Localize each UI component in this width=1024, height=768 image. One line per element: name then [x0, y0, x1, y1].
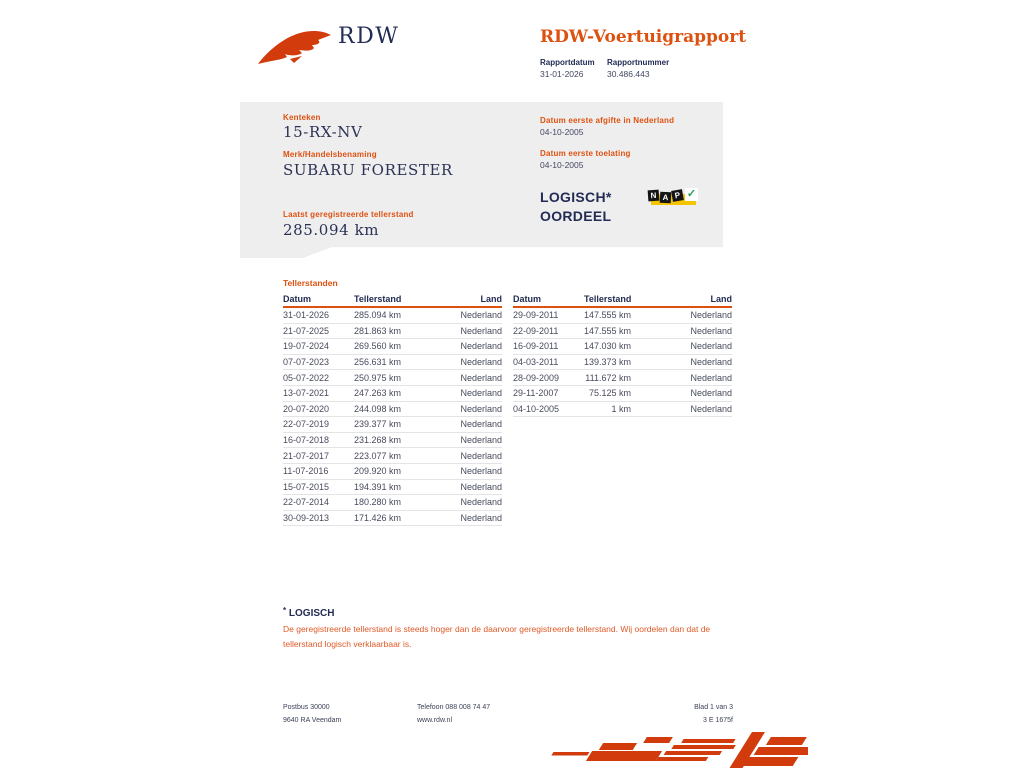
footer-contact: [417, 701, 490, 727]
table-cell: 147.555 km: [583, 325, 631, 336]
table-cell: Nederland: [460, 310, 502, 321]
table-cell: Nederland: [460, 481, 502, 492]
table-cell: 269.560 km: [353, 341, 401, 352]
table-cell: 75.125 km: [588, 388, 631, 399]
table-cell: Nederland: [690, 310, 732, 321]
report-number-label: Rapportnummer: [607, 58, 670, 67]
table-cell: 31-01-2026: [283, 310, 330, 321]
rdw-wordmark: RDW: [338, 24, 400, 49]
header-land: Land: [710, 294, 732, 304]
header-datum: Datum: [283, 294, 312, 304]
table-cell: Nederland: [460, 466, 502, 477]
table-cell: Nederland: [460, 513, 502, 524]
table-cell: 29-09-2011: [513, 310, 559, 321]
table-row: [283, 495, 502, 511]
table-row: [283, 417, 502, 433]
table-cell: Nederland: [460, 450, 502, 461]
table-cell: 21-07-2025: [283, 325, 330, 336]
table-cell: 111.672 km: [585, 372, 631, 383]
table-row: [513, 324, 732, 340]
oordeel-text: [540, 188, 612, 226]
table-cell: 07-07-2023: [283, 357, 330, 368]
table-cell: 285.094 km: [353, 310, 401, 321]
nap-letter-n: N: [648, 190, 660, 202]
table-cell: 281.863 km: [353, 325, 401, 336]
table-cell: Nederland: [460, 419, 502, 430]
table-cell: 29-11-2007: [513, 388, 559, 399]
table-cell: 239.377 km: [353, 419, 401, 430]
table-row: [513, 370, 732, 386]
table-row: [513, 402, 732, 418]
report-number-value: 30.486.443: [607, 69, 650, 79]
table-cell: 231.268 km: [353, 435, 401, 446]
header-tellerstand: Tellerstand: [584, 294, 632, 304]
table-cell: Nederland: [690, 372, 732, 383]
merk-label: Merk/Handelsbenaming: [283, 150, 377, 159]
table-row: [283, 355, 502, 371]
eerste-afgifte-label: Datum eerste afgifte in Nederland: [540, 116, 675, 125]
table-cell: Nederland: [690, 388, 732, 399]
report-date-value: 31-01-2026: [540, 69, 584, 79]
table-cell: 04-03-2011: [513, 357, 559, 368]
table-cell: 04-10-2005: [513, 403, 560, 414]
table-cell: Nederland: [690, 341, 732, 352]
table-row: [283, 324, 502, 340]
rdw-feather-logo: [256, 26, 334, 68]
table-cell: 16-09-2011: [513, 341, 559, 352]
table-row: [283, 370, 502, 386]
table-cell: 1 km: [611, 403, 631, 414]
header-land: Land: [480, 294, 502, 304]
footer-page-info: [633, 701, 733, 727]
rdw-footer-graphic: [538, 732, 808, 768]
table-cell: 247.263 km: [353, 388, 401, 399]
eerste-toelating-label: Datum eerste toelating: [540, 149, 631, 158]
rdw-feather-icon: [256, 26, 334, 68]
table-cell: 139.373 km: [583, 357, 631, 368]
table-row: [513, 339, 732, 355]
table-cell: Nederland: [460, 497, 502, 508]
laatste-tellerstand-label: Laatst geregistreerde tellerstand: [283, 210, 414, 219]
table-cell: Nederland: [460, 357, 502, 368]
table-cell: 22-09-2011: [513, 325, 559, 336]
oordeel-line1: LOGISCH*: [540, 189, 612, 205]
table-cell: 250.975 km: [353, 372, 401, 383]
table-row: [283, 480, 502, 496]
footer-page-indicator: Blad 1 van 3: [694, 704, 733, 711]
table-row: [513, 386, 732, 402]
table-cell: Nederland: [460, 325, 502, 336]
table-cell: 147.555 km: [583, 310, 631, 321]
table-cell: 256.631 km: [353, 357, 401, 368]
table-header-row: [283, 291, 502, 308]
table-header-row: [513, 291, 732, 308]
table-cell: Nederland: [690, 325, 732, 336]
eerste-afgifte-value: 04-10-2005: [540, 127, 584, 137]
table-cell: 11-07-2016: [283, 466, 329, 477]
table-cell: 13-07-2021: [283, 388, 330, 399]
kenteken-value: 15-RX-NV: [283, 123, 363, 141]
footer-address-line2: 9640 RA Veendam: [283, 717, 342, 724]
laatste-tellerstand-value: 285.094 km: [283, 221, 380, 239]
table-row: [283, 511, 502, 527]
tellerstanden-table-right: [513, 291, 732, 417]
footer-form-code: 3 E 1675f: [703, 717, 733, 724]
table-row: [283, 433, 502, 449]
nap-logo: [648, 187, 700, 207]
document-title: RDW-Voertuigrapport: [540, 27, 747, 47]
table-row: [283, 308, 502, 324]
nap-letter-p: P: [671, 189, 684, 202]
table-body: [513, 308, 732, 417]
table-cell: 147.030 km: [583, 341, 631, 352]
tellerstanden-section-title: Tellerstanden: [283, 278, 338, 288]
footnote-text: De geregistreerde tellerstand is steeds hoger dan de daarvoor geregistreerde tellerstand. Wij oordelen dan dat de tellerstand logisch verklaarbaar is.: [283, 624, 711, 649]
rdw-stripes-icon: [538, 732, 808, 768]
footer-address: [283, 701, 341, 727]
oordeel-line2: OORDEEL: [540, 208, 612, 224]
table-row: [513, 308, 732, 324]
table-cell: 223.077 km: [353, 450, 401, 461]
header-datum: Datum: [513, 294, 542, 304]
table-cell: 22-07-2014: [283, 497, 330, 508]
footnote-title-text: LOGISCH: [288, 608, 335, 619]
table-cell: 16-07-2018: [283, 435, 330, 446]
eerste-toelating-value: 04-10-2005: [540, 160, 584, 170]
table-body: [283, 308, 502, 526]
kenteken-label: Kenteken: [283, 113, 321, 122]
nap-checkmark-icon: ✓: [686, 188, 697, 200]
table-cell: Nederland: [460, 435, 502, 446]
table-cell: 21-07-2017: [283, 450, 330, 461]
table-row: [283, 339, 502, 355]
table-cell: 244.098 km: [353, 403, 401, 414]
merk-value: SUBARU FORESTER: [283, 161, 453, 179]
nap-letter-a: A: [660, 192, 672, 204]
header-tellerstand: Tellerstand: [354, 294, 402, 304]
table-cell: Nederland: [460, 388, 502, 399]
table-cell: 19-07-2024: [283, 341, 330, 352]
table-row: [283, 386, 502, 402]
table-cell: 20-07-2020: [283, 403, 330, 414]
table-cell: Nederland: [690, 403, 732, 414]
tellerstanden-table-left: [283, 291, 502, 526]
table-cell: 15-07-2015: [283, 481, 330, 492]
table-cell: 22-07-2019: [283, 419, 330, 430]
footer-address-line1: Postbus 30000: [283, 704, 330, 711]
table-row: [283, 464, 502, 480]
table-cell: 05-07-2022: [283, 372, 330, 383]
table-cell: Nederland: [460, 372, 502, 383]
report-date-label: Rapportdatum: [540, 58, 595, 67]
table-cell: Nederland: [460, 341, 502, 352]
footnote-asterisk: *: [283, 606, 287, 615]
table-cell: 209.920 km: [353, 466, 401, 477]
table-cell: 180.280 km: [353, 497, 401, 508]
table-cell: Nederland: [460, 403, 502, 414]
table-cell: 30-09-2013: [283, 513, 330, 524]
table-cell: Nederland: [690, 357, 732, 368]
table-cell: 28-09-2009: [513, 372, 560, 383]
table-row: [283, 448, 502, 464]
table-cell: 171.426 km: [353, 513, 401, 524]
table-row: [283, 402, 502, 418]
footer-website: www.rdw.nl: [417, 717, 453, 724]
table-cell: 194.391 km: [353, 481, 401, 492]
footer-phone: Telefoon 088 008 74 47: [417, 704, 491, 711]
table-row: [513, 355, 732, 371]
footnote-title: [283, 606, 334, 619]
